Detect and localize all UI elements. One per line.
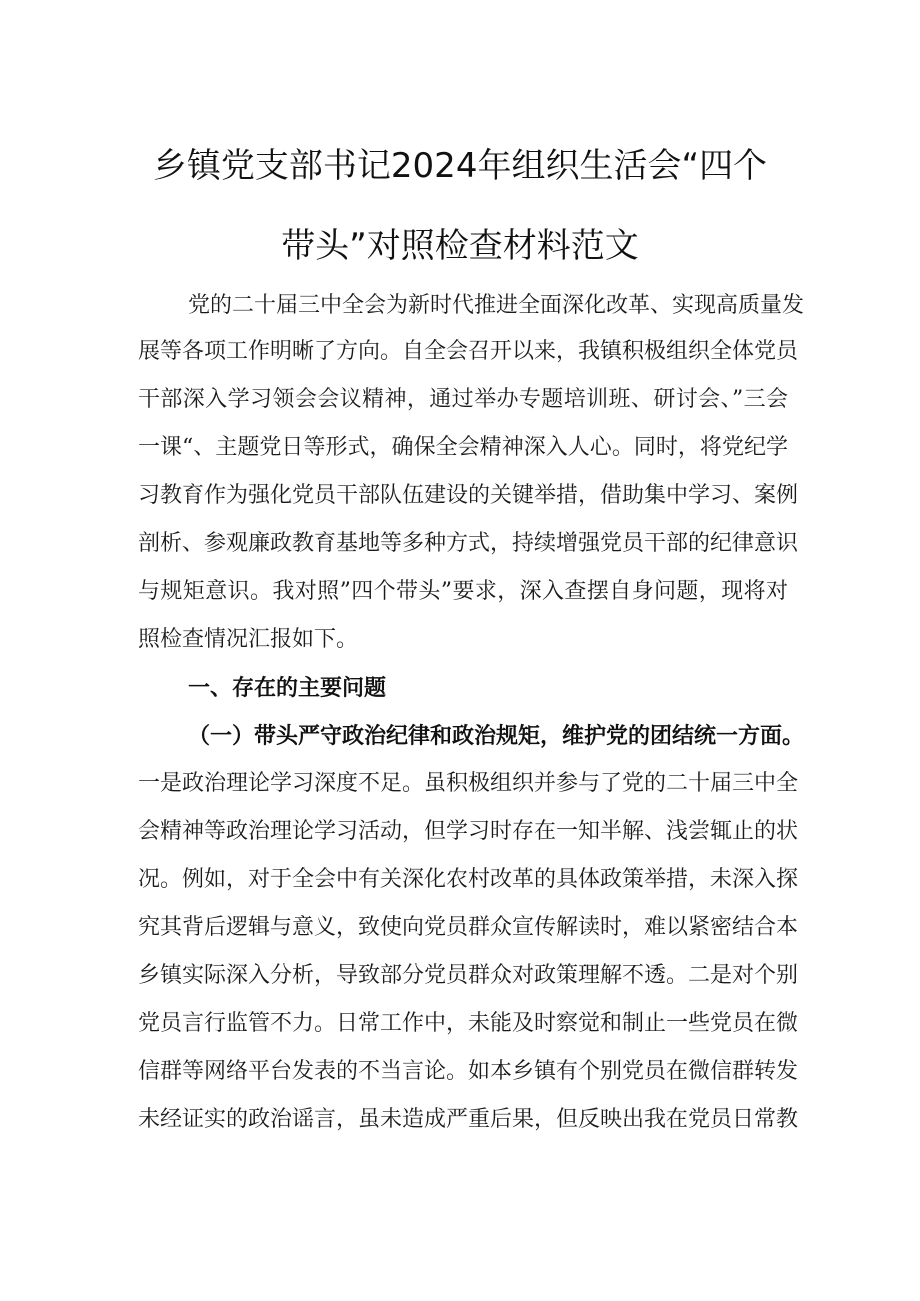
body-paragraph-line: 会精神等政治理论学习活动，但学习时存在一知半解、浅尝辄止的状 (138, 819, 799, 844)
subsection-heading: （一）带头严守政治纪律和政治规矩，维护党的团结统一方面。 (188, 723, 805, 749)
section-heading: 一、存在的主要问题 (188, 675, 387, 701)
body-paragraph-line: 究其背后逻辑与意义，致使向党员群众宣传解读时，难以紧密结合本 (138, 915, 799, 940)
intro-paragraph-line: 党的二十届三中全会为新时代推进全面深化改革、实现高质量发 (188, 293, 805, 318)
body-paragraph-line: 况。例如，对于全会中有关深化农村改革的具体政策举措，未深入探 (138, 867, 799, 892)
intro-paragraph-line: 照检查情况汇报如下。 (138, 627, 359, 652)
intro-paragraph-line: 与规矩意识。我对照”四个带头”要求，深入查摆自身问题，现将对 (138, 579, 788, 604)
intro-paragraph-line: 展等各项工作明晰了方向。自全会召开以来，我镇积极组织全体党员 (138, 339, 799, 364)
body-paragraph-line: 乡镇实际深入分析，导致部分党员群众对政策理解不透。二是对个别 (138, 963, 799, 988)
body-paragraph-line: 党员言行监管不力。日常工作中，未能及时察觉和制止一些党员在微 (138, 1011, 799, 1036)
document-title-line-2: 带头”对照检查材料范文 (281, 226, 639, 266)
intro-paragraph-line: 干部深入学习领会会议精神，通过举办专题培训班、研讨会、”三会 (138, 387, 788, 412)
intro-paragraph-line: 剖析、参观廉政教育基地等多种方式，持续增强党员干部的纪律意识 (138, 531, 799, 556)
body-paragraph-line: 未经证实的政治谣言，虽未造成严重后果，但反映出我在党员日常教 (138, 1107, 799, 1132)
intro-paragraph-line: 一课“、主题党日等形式，确保全会精神深入人心。同时，将党纪学 (138, 435, 788, 460)
body-paragraph-line: 一是政治理论学习深度不足。虽积极组织并参与了党的二十届三中全 (138, 771, 799, 796)
document-title-line-1: 乡镇党支部书记2024年组织生活会“四个 (152, 146, 768, 186)
body-paragraph-line: 信群等网络平台发表的不当言论。如本乡镇有个别党员在微信群转发 (138, 1059, 799, 1084)
intro-paragraph-line: 习教育作为强化党员干部队伍建设的关键举措，借助集中学习、案例 (138, 483, 799, 508)
